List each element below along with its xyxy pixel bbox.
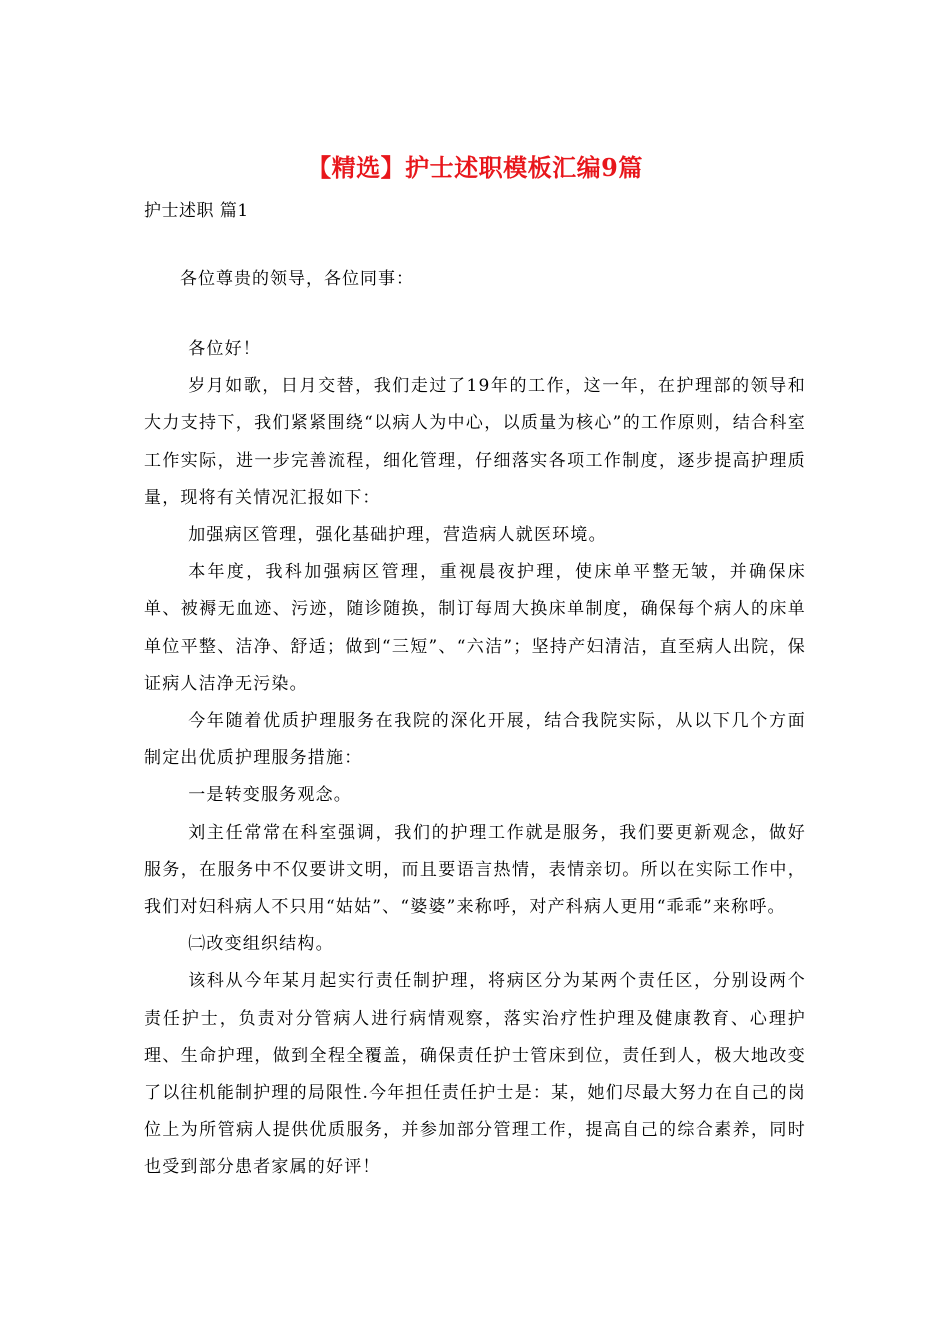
paragraph-heading-ward-management: 加强病区管理，强化基础护理，营造病人就医环境。: [188, 525, 607, 546]
paragraph-heading-service-concept: 一是转变服务观念。: [188, 785, 352, 806]
paragraph-intro: 岁月如歌，日月交替，我们走过了19年的工作，这一年，在护理部的领导和大力支持下，我们紧紧围绕“以病人为中心，以质量为核心”的工作原则，结合科室工作实际，进一步完善流程，细化管理，仔细落实各项工作制度，逐步提高护理质量，现将有关情况汇报如下：: [144, 376, 806, 508]
salutation: 各位尊贵的领导，各位同事：: [180, 269, 414, 289]
paragraph-quality-service: 今年随着优质护理服务在我院的深化开展，结合我院实际，从以下几个方面制定出优质护理服务措施：: [144, 711, 806, 769]
document-title: 【精选】护士述职模板汇编9篇: [307, 153, 643, 182]
paragraph-organization: 该科从今年某月起实行责任制护理，将病区分为某两个责任区，分别设两个责任护士，负责对分管病人进行病情观察，落实治疗性护理及健康教育、心理护理、生命护理，做到全程全覆盖，确保责任护士管床到位，责任到人，极大地改变了以往机能制护理的局限性.今年担任责任护士是：某，她们尽最大努力在自己的岗位上为所管病人提供优质服务，并参加部分管理工作，提高自己的综合素养，同时也受到部分患者家属的好评！: [144, 971, 806, 1178]
paragraph-ward-management: 本年度，我科加强病区管理，重视晨夜护理，使床单平整无皱，并确保床单、被褥无血迹、污迹，随诊随换，制订每周大换床单制度，确保每个病人的床单单位平整、洁净、舒适；做到“三短”、“六洁”；坚持产妇清洁，直至病人出院，保证病人洁净无污染。: [144, 562, 806, 694]
paragraph-service-concept: 刘主任常常在科室强调，我们的护理工作就是服务，我们要更新观念，做好服务，在服务中不仅要讲文明，而且要语言热情，表情亲切。所以在实际工作中，我们对妇科病人不只用“姑姑”、“婆婆”来称呼，对产科病人更用“乖乖”来称呼。: [144, 822, 806, 918]
paragraph-heading-organization: ㈡改变组织结构。: [188, 934, 334, 955]
section-label: 护士述职 篇1: [144, 201, 249, 221]
paragraph-greeting: 各位好！: [188, 339, 261, 359]
document-body: [144, 331, 806, 1187]
